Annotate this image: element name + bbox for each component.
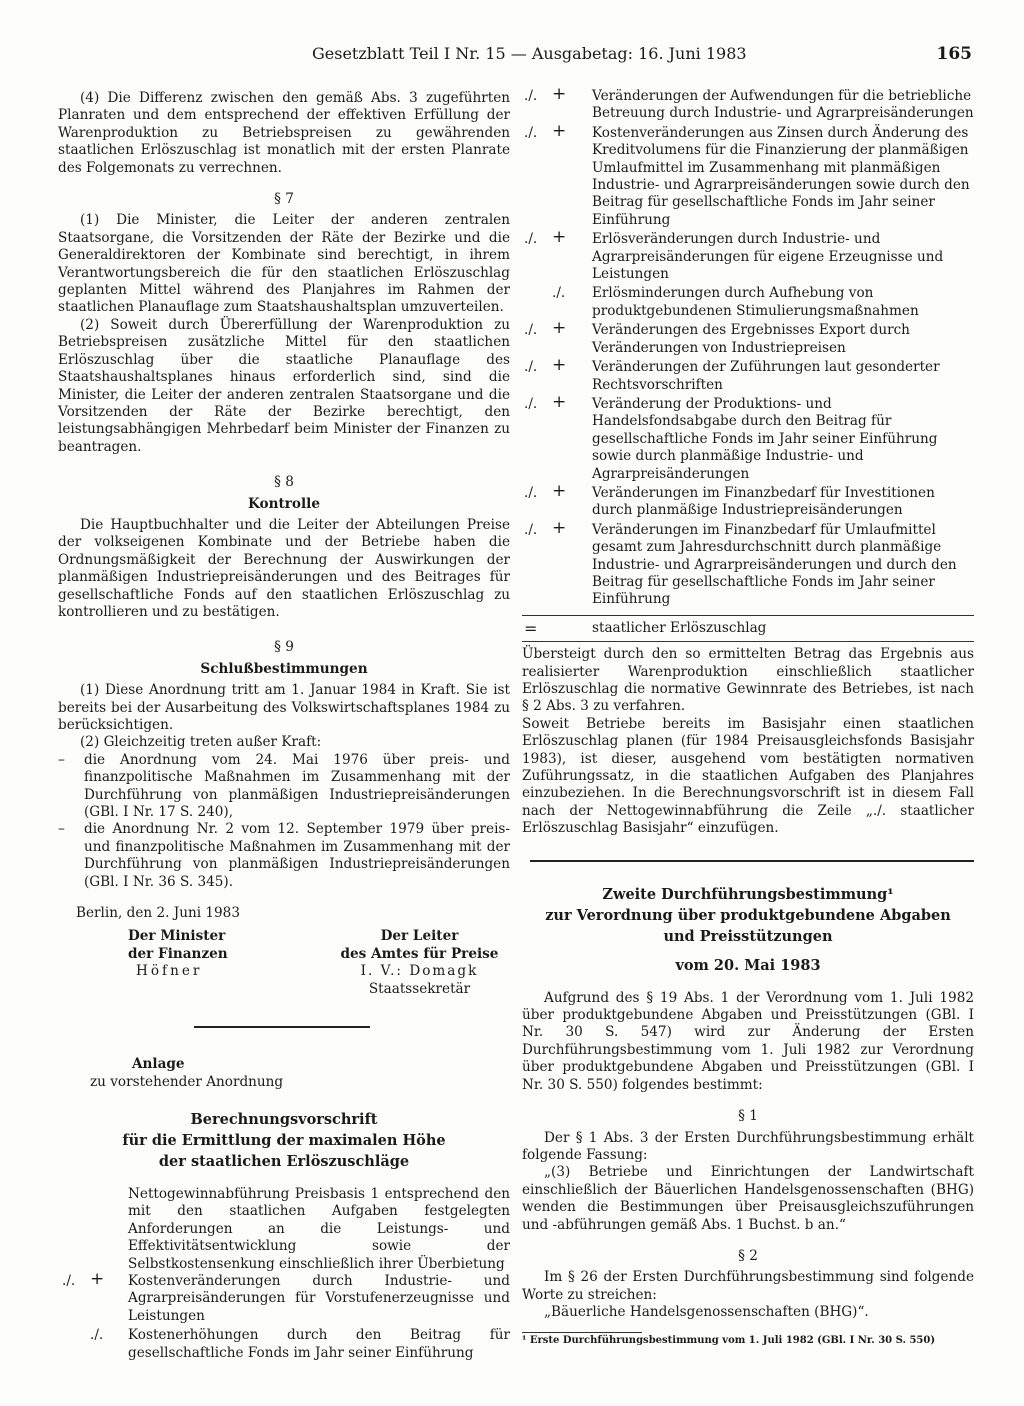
- plus-mark: +: [552, 84, 567, 104]
- separator-rule: [194, 1026, 370, 1028]
- title-line: Zweite Durchführungsbestimmung¹: [602, 885, 894, 903]
- paragraph-8: Die Hauptbuchhalter und die Leiter der Abteilungen Preise der volkseigenen Kombinate und der Betriebe haben die Ordnungsmäßigkeit der Berechnung der Auswirkungen der planmäßigen Industriepreisänderungen und des Beitrages für gesellschaftliche Fonds auf den staatlichen Erlöszuschlag zu kontrollieren und zu bestätigen.: [58, 516, 510, 620]
- quote-1: „(3) Betriebe und Einrichtungen der Landwirtschaft einschließlich der Bäuerlichen Handelsgenossenschaften (BHG) wenden die Bestimmungen über Preisausgleichszuführungen und -abführungen gemäß Abs. 1 Buchst. b an.“: [522, 1164, 974, 1233]
- calc-row: [522, 120, 974, 229]
- section-2-heading: § 2: [738, 1247, 758, 1264]
- plus-mark: +: [552, 318, 567, 339]
- place-date: Berlin, den 2. Juni 1983: [76, 905, 240, 922]
- berechnung-title: [58, 1109, 510, 1172]
- signature-name: Höfner: [136, 963, 203, 980]
- signature-name: I. V.: Domagk: [360, 963, 479, 980]
- calc-row-text: Veränderungen der Zuführungen laut gesonderter Rechtsvorschriften: [592, 359, 940, 393]
- plus-mark: +: [552, 227, 567, 248]
- sum-rule: [522, 615, 974, 616]
- calc-row: [522, 84, 974, 123]
- section-7-heading: § 7: [274, 191, 294, 208]
- calc-row-text: Kostenveränderungen aus Zinsen durch Änderung des Kreditvolumens für die Finanzierung der planmäßigen Umlaufmittel im Zusammenhang mit planmäßigen Industrie- und Agrarpreisänderungen sowie durch den Beitrag für gesellschaftliche Fonds im Jahr seiner Einführung: [592, 124, 970, 228]
- signature-role: Staatssekretär: [368, 980, 471, 997]
- preamble: Aufgrund des § 19 Abs. 1 der Verordnung vom 1. Juli 1982 über produktgebundene Abgaben und Preisstützungen (GBl. I Nr. 30 S. 547) wird zur Änderung der Ersten Durchführungsbestimmung vom 1. Juli 1982 zur Verordnung über produktgebundene Abgaben und Preisstützungen (GBl. I Nr. 30 S. 550) folgendes bestimmt:: [522, 989, 974, 1093]
- calc-row: [522, 285, 974, 320]
- repeal-item-text: die Anordnung Nr. 2 vom 12. September 1979 über preis- und finanzpolitische Maßnahmen im Zusammenhang mit der Durchführung von planmäßigen Industriepreisänderungen (GBl. I Nr. 36 S. 345).: [84, 821, 510, 890]
- plus-mark: +: [552, 391, 567, 412]
- footnote-rule: [522, 1332, 642, 1333]
- title-line: der staatlichen Erlöszuschläge: [158, 1152, 410, 1170]
- quote-2: „Bäuerliche Handelsgenossenschaften (BHG)“.: [544, 1304, 869, 1321]
- repeal-item: [58, 752, 510, 822]
- calc-row-text: Veränderungen des Ergebnisses Export durch Veränderungen von Industriepreisen: [592, 322, 910, 356]
- netto-row: [58, 1186, 510, 1273]
- signature-title: der Finanzen: [128, 945, 228, 962]
- minus-mark: ./.: [524, 231, 538, 248]
- plus-mark: +: [552, 480, 567, 501]
- section-8-heading: § 8: [274, 474, 294, 491]
- paragraph-6-4: (4) Die Differenz zwischen den gemäß Abs. 3 zugeführten Planraten und dem entsprechend der effektiven Erfüllung der Warenproduktion zu Betriebspreisen zu gewährenden staatlichen Erlöszuschlag ist monatlich mit der ersten Planrate des Folgemonats zu verrechnen.: [58, 90, 510, 176]
- repeal-item-text: die Anordnung vom 24. Mai 1976 über preis- und finanzpolitische Maßnahmen im Zusammenhang mit der Durchführung von planmäßigen Industriepreisänderungen (GBl. I Nr. 17 S. 240),: [84, 751, 510, 821]
- minus-mark: ./.: [524, 395, 538, 412]
- title-line: für die Ermittlung der maximalen Höhe: [122, 1131, 446, 1149]
- calc-row-text: Kostenerhöhungen durch den Beitrag für gesellschaftliche Fonds im Jahr seiner Einführung: [128, 1327, 510, 1361]
- dash-mark: –: [58, 751, 65, 768]
- calc-row: [522, 480, 974, 520]
- plus-mark: +: [552, 120, 567, 141]
- title-line: und Preisstützungen: [663, 927, 833, 945]
- calc-row-text: Kostenveränderungen durch Industrie- und Agrarpreisänderungen für Vorstufenerzeugnisse und Leistungen: [128, 1272, 510, 1324]
- title-line: Berechnungsvorschrift: [190, 1110, 378, 1128]
- calc-row: [522, 318, 974, 357]
- title-line: zur Verordnung über produktgebundene Abgaben: [545, 906, 951, 924]
- equals-mark: =: [524, 618, 538, 638]
- header-title: Gesetzblatt Teil I Nr. 15 — Ausgabetag: 16. Juni 1983: [312, 44, 747, 63]
- dash-mark: –: [58, 821, 65, 838]
- plus-mark: +: [552, 517, 567, 538]
- minus-mark: ./.: [552, 285, 566, 302]
- calc-row: [58, 1268, 510, 1325]
- minus-mark: ./.: [524, 359, 538, 376]
- minus-mark: ./.: [524, 322, 538, 339]
- minus-mark: ./.: [524, 521, 538, 538]
- anlage-subtitle: zu vorstehender Anordnung: [90, 1073, 284, 1090]
- signature-title: des Amtes für Preise: [340, 945, 499, 962]
- paragraph-9-2: (2) Gleichzeitig treten außer Kraft:: [80, 734, 322, 751]
- calc-row: [58, 1327, 510, 1362]
- paragraph-uebersteigt: Übersteigt durch den so ermittelten Betrag das Ergebnis aus realisierter Warenproduktion einschließlich staatlicher Erlöszuschlag die normative Gewinnrate des Betriebes, ist nach § 2 Abs. 3 zu verfahren.: [522, 646, 974, 715]
- minus-mark: ./.: [524, 124, 538, 141]
- signature-minister: [58, 928, 309, 998]
- signatures: [58, 928, 510, 998]
- right-column: [522, 84, 974, 1347]
- result-row: [522, 620, 974, 637]
- footnote: ¹ Erste Durchführungsbestimmung vom 1. Juli 1982 (GBl. I Nr. 30 S. 550): [522, 1334, 936, 1346]
- section-9-heading: § 9: [274, 639, 294, 656]
- signature-leiter: [309, 928, 510, 998]
- paragraph-7-1: (1) Die Minister, die Leiter der anderen zentralen Staatsorgane, die Vorsitzenden der Räte der Bezirke und die Generaldirektoren der Kombinate sind berechtigt, in ihrem Verantwortungsbereich die für den staatlichen Erlöszuschlag geplanten Mittel während des Planjahres im Rahmen der staatlichen Planauflage zum Staatshaushaltsplan umzuverteilen.: [58, 212, 510, 316]
- paragraph-basisjahr: Soweit Betriebe bereits im Basisjahr einen staatlichen Erlöszuschlag planen (für 1984 Preisausgleichsfonds Basisjahr 1983), ist dieser, ausgehend vom bestätigten normativen Zuführungssatz, in die staatlichen Aufgaben des Planjahres einzubeziehen. In die Berechnungsvorschrift ist in diesem Fall nach der Nettogewinnabführung die Zeile „./. staatlicher Erlöszuschlag Basisjahr“ einzufügen.: [522, 715, 974, 837]
- result-text: staatlicher Erlöszuschlag: [592, 619, 767, 636]
- repeal-item: [58, 821, 510, 891]
- calc-row: [522, 391, 974, 483]
- calc-row-text: Erlösveränderungen durch Industrie- und Agrarpreisänderungen für eigene Erzeugnisse und Leistungen: [592, 231, 944, 283]
- regulation-title: [522, 884, 974, 976]
- calc-row-text: Veränderungen der Aufwendungen für die betriebliche Betreuung durch Industrie- und Agrarpreisänderungen: [592, 88, 974, 122]
- signature-title: Der Leiter: [380, 928, 459, 945]
- left-column: [58, 90, 510, 1364]
- title-date: vom 20. Mai 1983: [675, 956, 821, 974]
- section-1-heading: § 1: [738, 1108, 758, 1125]
- paragraph-2: Im § 26 der Ersten Durchführungsbestimmung sind folgende Worte zu streichen:: [522, 1269, 974, 1303]
- calc-row-text: Erlösminderungen durch Aufhebung von produktgebundenen Stimulierungsmaßnahmen: [592, 285, 919, 319]
- page-number: 165: [936, 44, 972, 64]
- calc-row: [522, 517, 974, 609]
- plus-mark: +: [552, 355, 567, 376]
- minus-mark: ./.: [524, 484, 538, 501]
- minus-mark: ./.: [62, 1272, 76, 1289]
- paragraph-7-2: (2) Soweit durch Übererfüllung der Warenproduktion zu Betriebspreisen zusätzliche Mittel für den staatlichen Erlöszuschlag über die staatliche Planauflage des Staatshaushaltsplanes hinaus erforderlich sind, sind die Minister, die Leiter der anderen zentralen Staatsorgane und die Vorsitzenden der Räte der Bezirke berechtigt, den leistungsabhängigen Mehrbedarf beim Minister der Finanzen zu beantragen.: [58, 316, 510, 455]
- calc-row-text: Veränderungen im Finanzbedarf für Umlaufmittel gesamt zum Jahresdurchschnitt durch planmäßige Industrie- und Agrarpreisänderungen und durch den Beitrag für gesellschaftliche Fonds im Jahr seiner Einführung: [592, 521, 957, 608]
- minus-mark: ./.: [524, 88, 538, 104]
- paragraph-1: Der § 1 Abs. 3 der Ersten Durchführungsbestimmung erhält folgende Fassung:: [522, 1129, 974, 1163]
- calc-row-text: Veränderung der Produktions- und Handelsfondsabgabe durch den Beitrag für gesellschaftliche Fonds im Jahr seiner Einführung sowie durch planmäßige Industrie- und Agrarpreisänderungen: [592, 395, 938, 482]
- section-9-title: Schlußbestimmungen: [200, 660, 368, 677]
- signature-title: Der Minister: [128, 928, 226, 945]
- minus-mark: ./.: [90, 1327, 104, 1344]
- calc-row-text: Veränderungen im Finanzbedarf für Investitionen durch planmäßige Industriepreisänderungen: [592, 484, 935, 519]
- netto-text: Nettogewinnabführung Preisbasis 1 entsprechend den mit den staatlichen Aufgaben festgelegten Anforderungen an die Leistungs- und Effektivitätsentwicklung sowie der Selbstkostensenkung einschließlich ihrer Überbietung: [128, 1185, 510, 1272]
- paragraph-9-1: (1) Diese Anordnung tritt am 1. Januar 1984 in Kraft. Sie ist bereits bei der Ausarbeitung des Volkswirtschaftsplanes 1984 zu berücksichtigen.: [58, 682, 510, 733]
- calc-row: [522, 227, 974, 283]
- calc-row: [522, 355, 974, 394]
- section-8-title: Kontrolle: [248, 495, 320, 512]
- plus-mark: +: [90, 1268, 105, 1289]
- anlage-heading: Anlage: [132, 1056, 185, 1073]
- page-header: [312, 44, 972, 64]
- separator-rule: [530, 860, 974, 862]
- sum-rule: [522, 641, 974, 642]
